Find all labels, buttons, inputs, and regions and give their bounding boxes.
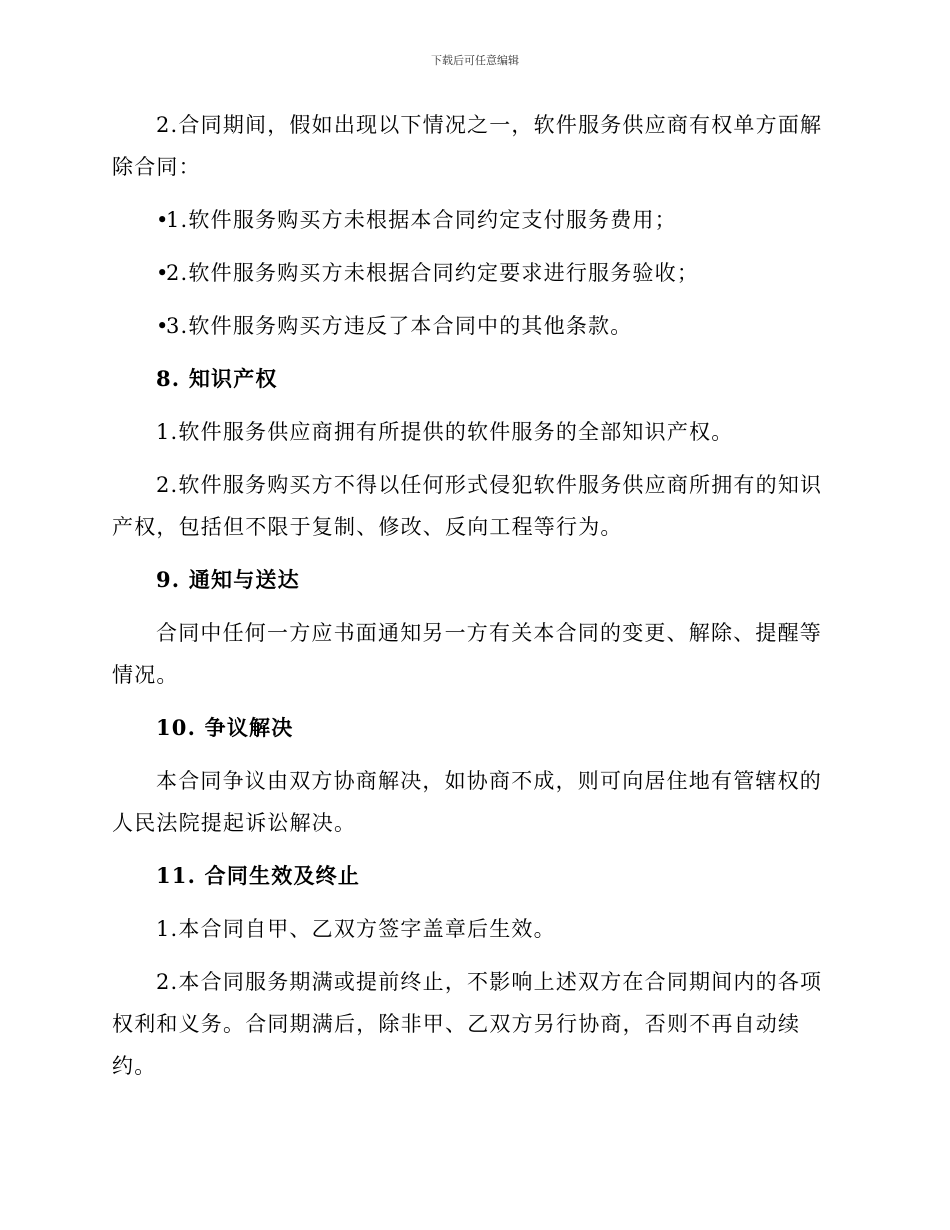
section-heading: 10. 争议解决 — [156, 715, 294, 740]
paragraph: 合同中任何一方应书面通知另一方有关本合同的变更、解除、提醒等情况。 — [112, 621, 822, 687]
paragraph: 本合同争议由双方协商解决，如协商不成，则可向居住地有管辖权的人民法院提起诉讼解决。 — [112, 769, 822, 835]
list-item-text: 1.软件服务购买方未根据本合同约定支付服务费用； — [166, 208, 677, 232]
section-heading: 11. 合同生效及终止 — [156, 863, 361, 888]
document-body — [112, 104, 832, 1098]
paragraph: 2.本合同服务期满或提前终止，不影响上述双方在合同期间内的各项权利和义务。合同期满后，除非甲、乙双方另行协商，否则不再自动续约。 — [112, 970, 823, 1078]
paragraph: 2.合同期间，假如出现以下情况之一，软件服务供应商有权单方面解除合同： — [112, 113, 823, 179]
paragraph: 1.软件服务供应商拥有所提供的软件服务的全部知识产权。 — [156, 420, 734, 444]
paragraph: 1.本合同自甲、乙双方签字盖章后生效。 — [156, 917, 556, 941]
bullet-marker: • — [156, 208, 170, 232]
list-item-text: 3.软件服务购买方违反了本合同中的其他条款。 — [166, 314, 633, 338]
list-item — [112, 252, 832, 294]
bullet-marker: • — [156, 314, 170, 338]
page-header-note: 下载后可任意编辑 — [431, 54, 519, 67]
list-item — [112, 199, 832, 241]
list-item — [112, 305, 832, 347]
section-heading: 9. 通知与送达 — [156, 567, 300, 592]
list-item-text: 2.软件服务购买方未根据合同约定要求进行服务验收； — [166, 261, 700, 285]
section-heading: 8. 知识产权 — [156, 366, 278, 391]
bullet-marker: • — [156, 261, 170, 285]
paragraph: 2.软件服务购买方不得以任何形式侵犯软件服务供应商所拥有的知识产权，包括但不限于复制、修改、反向工程等行为。 — [112, 473, 823, 539]
